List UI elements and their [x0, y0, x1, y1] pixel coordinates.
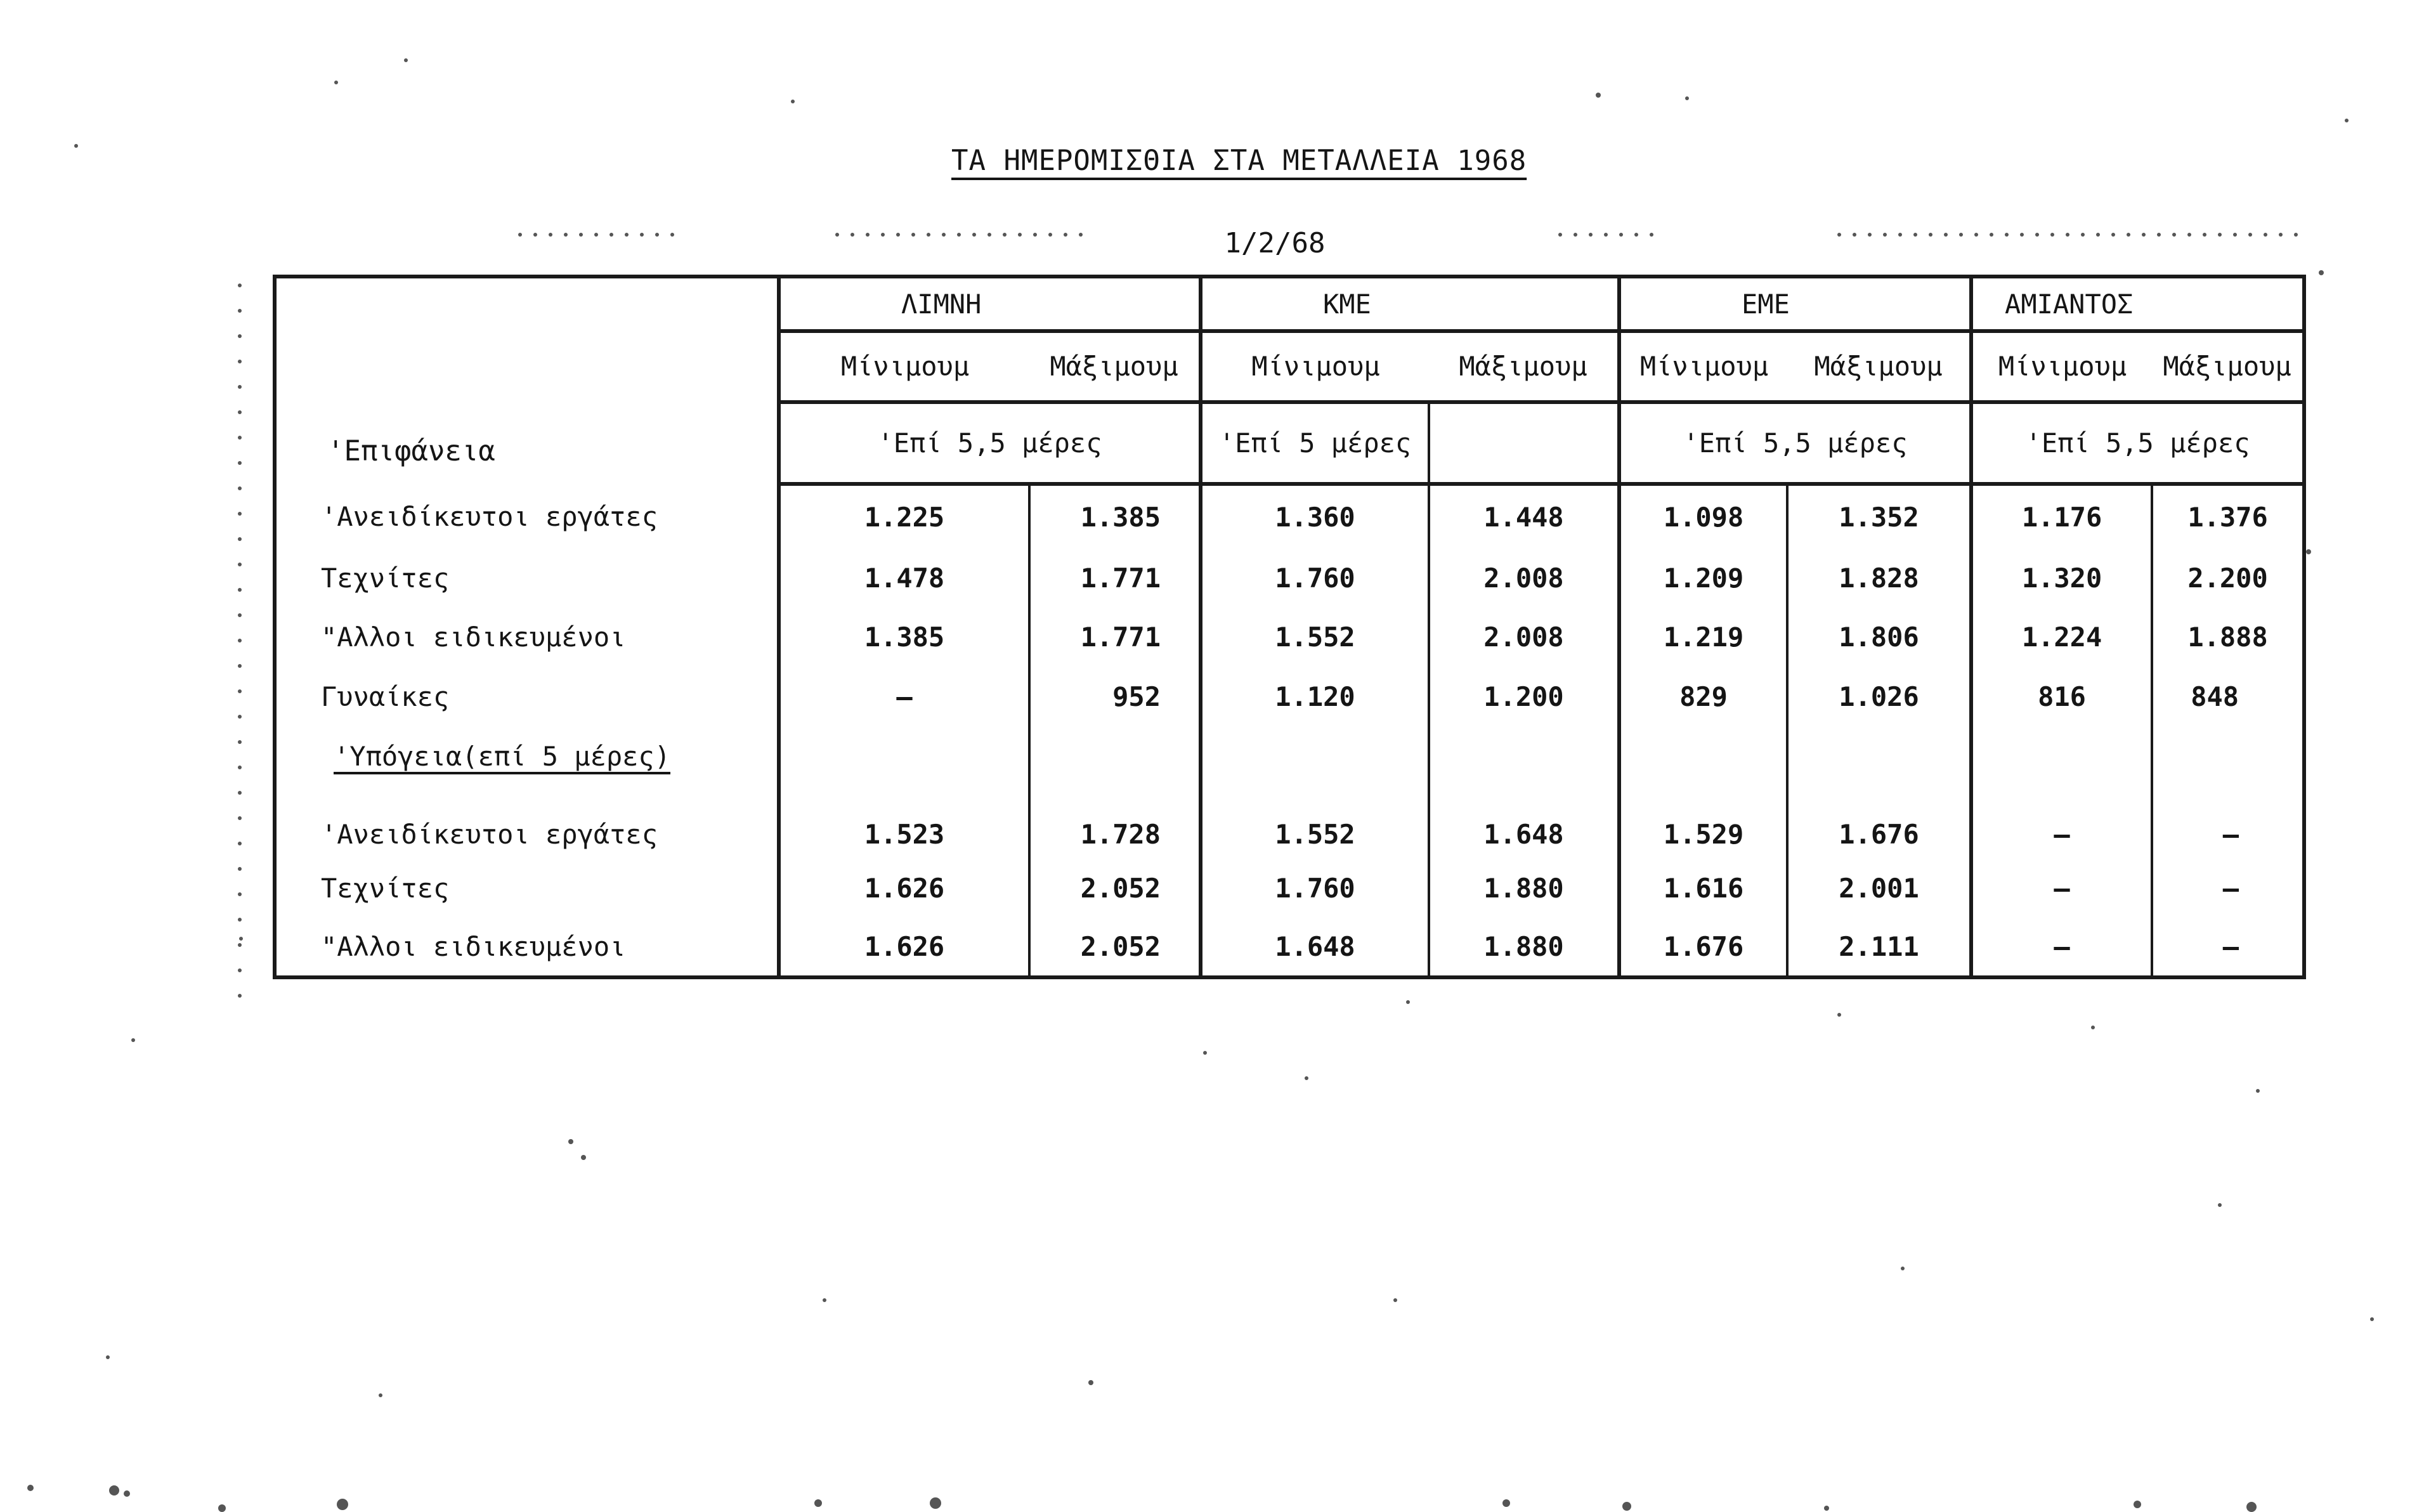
value-cell: 1.098: [1619, 484, 1787, 549]
section-label-underground: 'Υπόγεια(επί 5 μέρες): [275, 726, 779, 786]
table-row: [275, 786, 2304, 859]
value-cell: 1.120: [1201, 667, 1429, 726]
table-row: [275, 667, 2304, 726]
value-cell: 1.523: [779, 786, 1029, 859]
value-cell: 1.352: [1787, 484, 1971, 549]
value-cell: 1.385: [779, 608, 1029, 667]
group-eme: ΕΜΕ: [1619, 277, 1971, 331]
table-row: [275, 608, 2304, 667]
value-cell: 2.052: [1029, 918, 1201, 977]
value-cell: 2.111: [1787, 918, 1971, 977]
group-kme: ΚΜΕ: [1201, 277, 1619, 331]
value-cell: –: [2152, 918, 2304, 977]
value-cell: 1.626: [779, 918, 1029, 977]
table-row: [275, 484, 2304, 549]
table-date: 1/2/68: [1224, 227, 1326, 259]
value-cell: 1.888: [2152, 608, 2304, 667]
row-label: Τεχνίτες: [275, 549, 779, 608]
row-label: "Αλλοι ειδικευμένοι: [275, 918, 779, 977]
value-cell: 2.008: [1429, 549, 1619, 608]
basis-kme: 'Επί 5 μέρες: [1201, 402, 1429, 485]
value-cell: 1.224: [1971, 608, 2152, 667]
row-label: "Αλλοι ειδικευμένοι: [275, 608, 779, 667]
page-title: ΤΑ ΗΜΕΡΟΜΙΣΘΙΑ ΣΤΑ ΜΕΤΑΛΛΕΙΑ 1968: [951, 145, 1527, 177]
value-cell: 1.676: [1619, 918, 1787, 977]
value-cell: 1.828: [1787, 549, 1971, 608]
row-label: 'Ανειδίκευτοι εργάτες: [275, 484, 779, 549]
subheader-amiantos-min: Μίνιμουμ: [1971, 331, 2152, 402]
table-row: [275, 549, 2304, 608]
value-cell: 1.376: [2152, 484, 2304, 549]
group-amiantos: ΑΜΙΑΝΤΟΣ: [1971, 277, 2304, 331]
subheader-eme-min: Μίνιμουμ: [1619, 331, 1787, 402]
value-cell: 1.360: [1201, 484, 1429, 549]
section-label-surface: 'Επιφάνεια: [327, 435, 495, 468]
group-header-row: [275, 277, 2304, 331]
value-cell: 1.448: [1429, 484, 1619, 549]
value-cell: 1.219: [1619, 608, 1787, 667]
subheader-eme-max: Μάξιμουμ: [1787, 331, 1971, 402]
value-cell: 1.478: [779, 549, 1029, 608]
value-cell: 1.616: [1619, 859, 1787, 918]
subheader-limni-min: Μίνιμουμ: [779, 331, 1029, 402]
row-label: Τεχνίτες: [275, 859, 779, 918]
value-cell: 1.880: [1429, 859, 1619, 918]
row-label: Γυναίκες: [275, 667, 779, 726]
wages-table: [273, 275, 2306, 1000]
group-limni: ΛΙΜΝΗ: [779, 277, 1201, 331]
value-cell: 1.552: [1201, 608, 1429, 667]
value-cell: 1.026: [1787, 667, 1971, 726]
value-cell: –: [1971, 786, 2152, 859]
value-cell: 1.648: [1201, 918, 1429, 977]
value-cell: 2.052: [1029, 859, 1201, 918]
value-cell: 1.529: [1619, 786, 1787, 859]
value-cell: 829: [1619, 667, 1787, 726]
value-cell: 1.880: [1429, 918, 1619, 977]
basis-eme: 'Επί 5,5 μέρες: [1619, 402, 1971, 485]
basis-amiantos: 'Επί 5,5 μέρες: [1971, 402, 2304, 485]
value-cell: 1.176: [1971, 484, 2152, 549]
value-cell: 816: [1971, 667, 2152, 726]
value-cell: 2.200: [2152, 549, 2304, 608]
subheader-kme-min: Μίνιμουμ: [1201, 331, 1429, 402]
value-cell: 1.648: [1429, 786, 1619, 859]
value-cell: 1.806: [1787, 608, 1971, 667]
value-cell: 1.676: [1787, 786, 1971, 859]
value-cell: 1.728: [1029, 786, 1201, 859]
table-bottom-padding: [275, 977, 2304, 1000]
value-cell: –: [2152, 786, 2304, 859]
value-cell: 1.200: [1429, 667, 1619, 726]
section-row: [275, 726, 2304, 786]
value-cell: 1.552: [1201, 786, 1429, 859]
subheader-amiantos-max: Μάξιμουμ: [2152, 331, 2304, 402]
basis-kme-empty: [1429, 402, 1619, 485]
value-cell: 1.225: [779, 484, 1029, 549]
value-cell: –: [2152, 859, 2304, 918]
value-cell: 1.626: [779, 859, 1029, 918]
subheader-limni-max: Μάξιμουμ: [1029, 331, 1201, 402]
value-cell: 1.320: [1971, 549, 2152, 608]
value-cell: –: [1971, 859, 2152, 918]
value-cell: 1.771: [1029, 608, 1201, 667]
value-cell: 1.385: [1029, 484, 1201, 549]
value-cell: 2.001: [1787, 859, 1971, 918]
basis-limni: 'Επί 5,5 μέρες: [779, 402, 1201, 485]
value-cell: 2.008: [1429, 608, 1619, 667]
subheader-kme-max: Μάξιμουμ: [1429, 331, 1619, 402]
value-cell: –: [779, 667, 1029, 726]
value-cell: 1.209: [1619, 549, 1787, 608]
value-cell: 1.760: [1201, 859, 1429, 918]
table-row: [275, 859, 2304, 918]
row-header-cell: [275, 277, 779, 484]
value-cell: 1.760: [1201, 549, 1429, 608]
row-label: 'Ανειδίκευτοι εργάτες: [275, 786, 779, 859]
value-cell: –: [1971, 918, 2152, 977]
table-row: [275, 918, 2304, 977]
value-cell: 1.771: [1029, 549, 1201, 608]
value-cell: 848: [2152, 667, 2304, 726]
value-cell: 952: [1029, 667, 1201, 726]
